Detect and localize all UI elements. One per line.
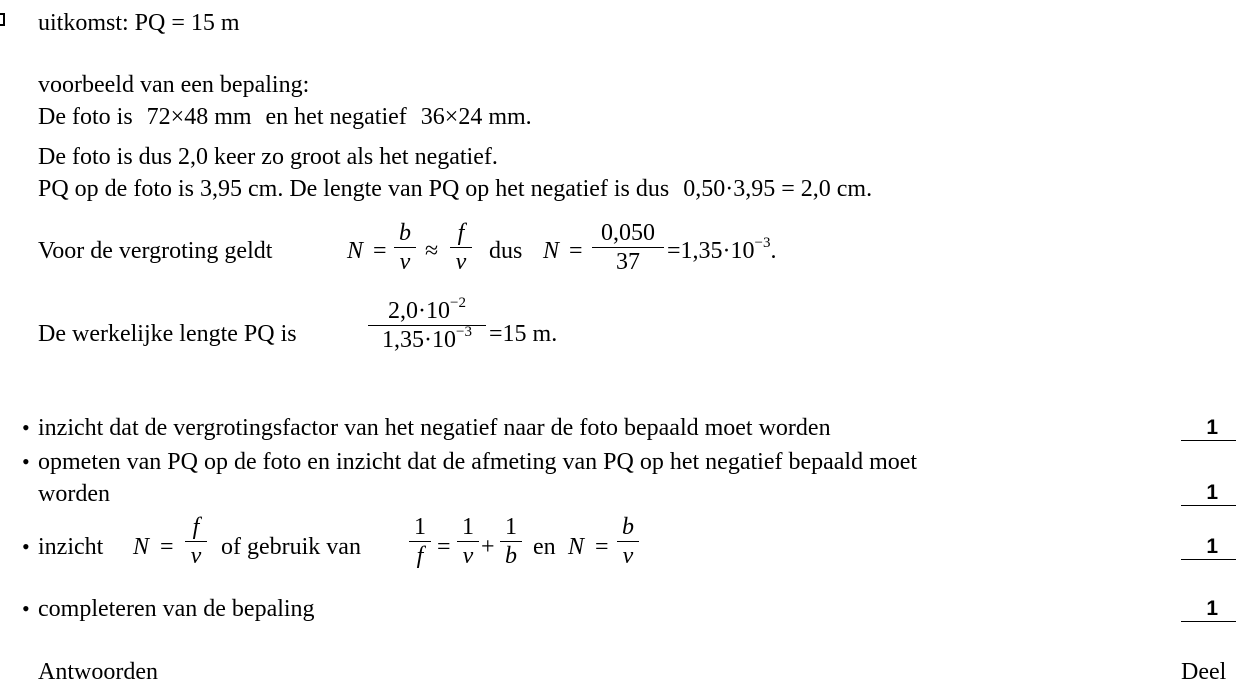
checkbox-marker: [0, 13, 5, 26]
score-2: 1: [1181, 482, 1236, 506]
criterion-3-en: en: [533, 534, 556, 560]
outcome-line: uitkomst: PQ = 15 m: [38, 10, 240, 36]
example-line-2: De foto is dus 2,0 keer zo groot als het negatief.: [38, 144, 498, 170]
f3-den: 37: [616, 249, 640, 275]
line1-a: De foto is: [38, 104, 133, 130]
f7-den: v: [462, 543, 474, 569]
line1-d: 36×24 mm.: [420, 104, 532, 130]
result-exp: −3: [754, 235, 771, 251]
fraction-bar: [409, 541, 431, 542]
fraction-length: [368, 295, 486, 353]
line1-c: en het negatief: [265, 104, 407, 130]
criterion-3-of: of gebruik van: [221, 534, 361, 560]
f7-num: 1: [462, 514, 474, 540]
bullet: •: [22, 596, 30, 621]
fraction-0050-over-37: [592, 221, 664, 274]
eq-sign-1: =: [373, 238, 387, 264]
f4-num: [368, 295, 486, 324]
plus-sign: +: [481, 534, 495, 560]
f4-num-exp: −2: [450, 295, 466, 311]
example-heading: voorbeeld van een bepaling:: [38, 72, 310, 98]
eq-sign-5: =: [595, 534, 609, 560]
line4-result: [667, 235, 777, 264]
fraction-1-over-b: [500, 515, 522, 568]
approx-sign: ≈: [425, 238, 439, 264]
score-4: 1: [1181, 598, 1236, 622]
f4-den-base: 1,35·10: [382, 327, 457, 353]
dus-word: dus: [489, 238, 523, 264]
f4-num-base: 2,0·10: [388, 298, 451, 324]
line3-text: PQ op de foto is 3,95 cm. De lengte van PQ op het negatief is dus: [38, 176, 670, 202]
bullet: •: [22, 449, 30, 474]
bullet: •: [22, 534, 30, 559]
fraction-1-over-f: [409, 515, 431, 568]
f1-num: b: [399, 220, 411, 246]
line5-text: De werkelijke lengte PQ is: [38, 321, 297, 347]
var-N-1: N: [347, 238, 364, 264]
criterion-1: inzicht dat de vergrotingsfactor van het negatief naar de foto bepaald moet worden: [38, 415, 831, 441]
criterion-3-text: inzicht: [38, 534, 104, 560]
fraction-bar: [617, 541, 639, 542]
fraction-bar: [450, 247, 472, 248]
fraction-f-over-v: [450, 221, 472, 274]
eq-sign-3: =: [160, 534, 174, 560]
line1-b: 72×48 mm: [146, 104, 252, 130]
line5-result: =15 m.: [489, 321, 558, 347]
fraction-1-over-v: [457, 515, 479, 568]
f5-num: f: [192, 514, 200, 540]
f9-num: b: [622, 514, 634, 540]
f6-num: 1: [414, 514, 426, 540]
f2-den: v: [455, 249, 467, 275]
fraction-bar: [592, 247, 664, 248]
fraction-f-over-v-2: [185, 515, 207, 568]
f1-den: v: [399, 249, 411, 275]
f5-den: v: [190, 543, 202, 569]
f4-den-exp: −3: [456, 324, 472, 340]
f6-den: f: [416, 543, 424, 569]
var-N-2: N: [543, 238, 560, 264]
fraction-b-over-v: [394, 221, 416, 274]
f8-num: 1: [505, 514, 517, 540]
criterion-2-cont: worden: [38, 481, 110, 507]
f8-den: b: [505, 543, 517, 569]
result-base: =1,35·10: [667, 238, 755, 264]
f2-num: f: [457, 220, 465, 246]
example-line-3: [38, 177, 872, 201]
fraction-bar: [500, 541, 522, 542]
line3-math: 0,50·3,95 = 2,0 cm.: [683, 176, 873, 202]
f9-den: v: [622, 543, 634, 569]
fraction-bar: [457, 541, 479, 542]
var-N-3: N: [133, 534, 150, 560]
criterion-2: opmeten van PQ op de foto en inzicht dat de afmeting van PQ op het negatief bepaald moet: [38, 449, 918, 475]
score-1: 1: [1181, 417, 1236, 441]
f4-den: [368, 324, 486, 353]
eq-sign-2: =: [569, 238, 583, 264]
fraction-bar: [394, 247, 416, 248]
f3-num: 0,050: [601, 220, 655, 246]
eq-sign-4: =: [437, 534, 451, 560]
criterion-4: completeren van de bepaling: [38, 596, 315, 622]
fraction-b-over-v-2: [617, 515, 639, 568]
var-N-4: N: [568, 534, 585, 560]
result-end: .: [770, 238, 777, 264]
bullet: •: [22, 415, 30, 440]
line4-text: Voor de vergroting geldt: [38, 238, 273, 264]
footer-left: Antwoorden: [38, 659, 158, 685]
fraction-bar: [185, 541, 207, 542]
score-3: 1: [1181, 536, 1236, 560]
example-line-1: [38, 105, 532, 129]
footer-right: Deel: [1181, 659, 1227, 685]
